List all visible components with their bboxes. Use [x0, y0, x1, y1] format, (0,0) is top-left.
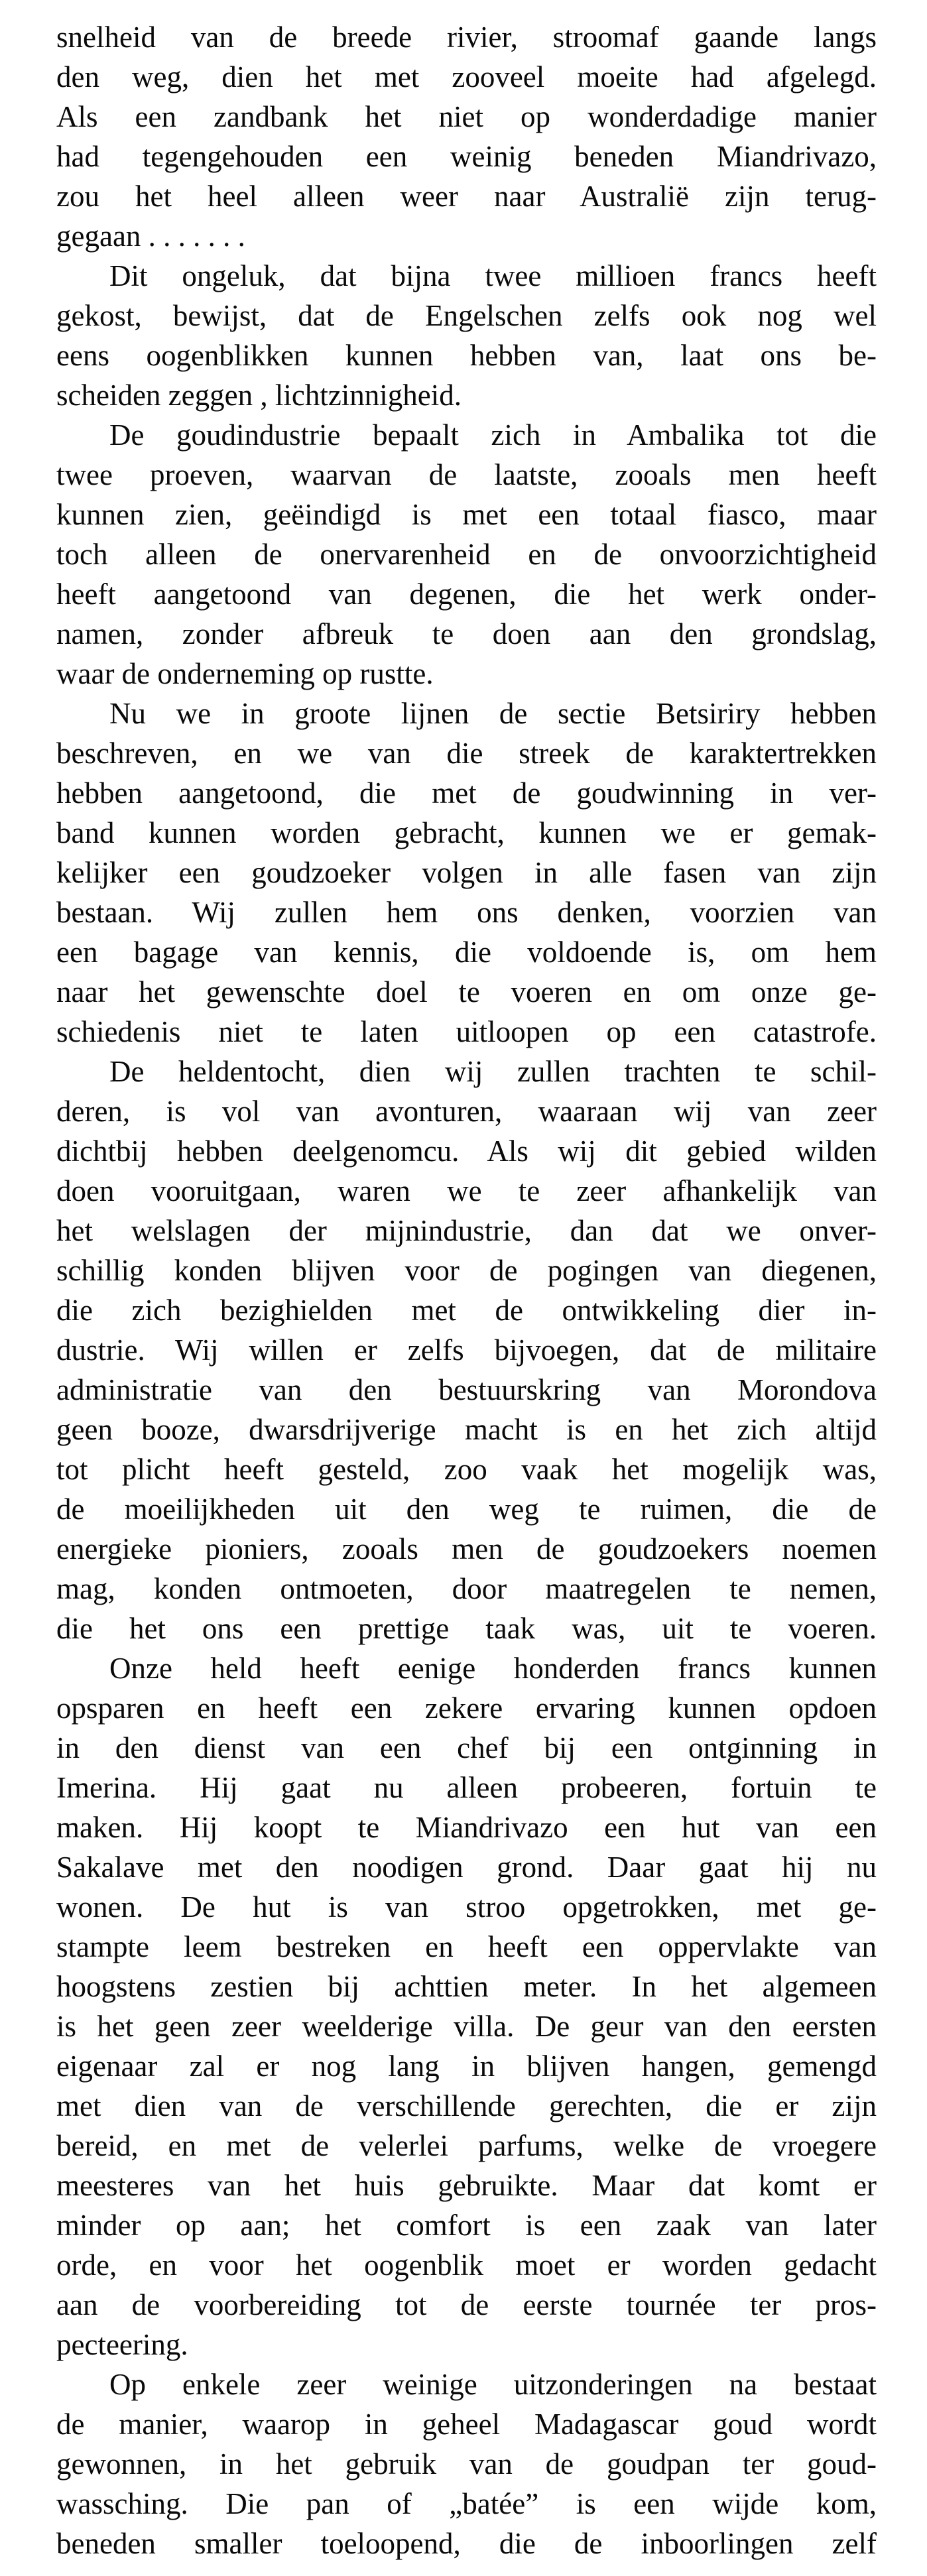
text-line: een bagage van kennis, die voldoende is, om hem — [56, 936, 877, 969]
text-line: hebben aangetoond, die met de goudwinning in ver- — [56, 776, 877, 810]
text-line: beneden smaller toeloopend, die de inboorlingen zelf — [56, 2527, 877, 2560]
text-line: hoogstens zestien bij achttien meter. In het algemeen — [56, 1970, 877, 2003]
text-line: met dien van de verschillende gerechten, die er zijn — [56, 2089, 877, 2122]
text-line: naar het gewenschte doel te voeren en om onze ge- — [56, 975, 877, 1009]
text-line: schiedenis niet te laten uitloopen op een catastrofe. — [56, 1015, 877, 1048]
text-line: in den dienst van een chef bij een ontginning in — [56, 1731, 877, 1764]
text-line: stampte leem bestreken en heeft een oppervlakte van — [56, 1930, 877, 1963]
text-line: meesteres van het huis gebruikte. Maar dat komt er — [56, 2169, 877, 2202]
text-line: De goudindustrie bepaalt zich in Ambalika tot die — [109, 418, 877, 452]
text-line: pecteering. — [56, 2328, 188, 2361]
text-line: twee proeven, waarvan de laatste, zooals men heeft — [56, 458, 877, 491]
text-line: kunnen zien, geëindigd is met een totaal fiasco, maar — [56, 498, 877, 531]
text-line: Op enkele zeer weinige uitzonderingen na bestaat — [109, 2368, 877, 2401]
text-line: eigenaar zal er nog lang in blijven hangen, gemengd — [56, 2050, 877, 2083]
text-line: orde, en voor het oogenblik moet er worden gedacht — [56, 2248, 877, 2282]
text-line: gegaan . . . . . . . — [56, 219, 245, 253]
text-line: minder op aan; het comfort is een zaak van later — [56, 2209, 877, 2242]
text-line: wassching. Die pan of „batée” is een wijde kom, — [56, 2487, 877, 2520]
text-line: Nu we in groote lijnen de sectie Betsiriry hebben — [109, 697, 877, 730]
text-line: de moeilijkheden uit den weg te ruimen, die de — [56, 1493, 877, 1526]
text-line: tot plicht heeft gesteld, zoo vaak het mogelijk was, — [56, 1453, 877, 1486]
text-line: dichtbij hebben deelgenomcu. Als wij dit gebied wilden — [56, 1135, 877, 1168]
text-line: doen vooruitgaan, waren we te zeer afhankelijk van — [56, 1174, 877, 1207]
text-line: namen, zonder afbreuk te doen aan den grondslag, — [56, 617, 877, 650]
text-line: eens oogenblikken kunnen hebben van, laat ons be- — [56, 339, 877, 372]
text-line: snelheid van de breede rivier, stroomaf gaande langs — [56, 21, 877, 54]
text-line: Onze held heeft eenige honderden francs kunnen — [109, 1652, 877, 1685]
text-line: geen booze, dwarsdrijverige macht is en het zich altijd — [56, 1413, 877, 1446]
text-line: energieke pioniers, zooals men de goudzoekers noemen — [56, 1532, 877, 1565]
text-line: Dit ongeluk, dat bijna twee millioen francs heeft — [109, 259, 877, 292]
text-line: De heldentocht, dien wij zullen trachten te schil- — [109, 1055, 877, 1088]
text-line: beschreven, en we van die streek de karaktertrekken — [56, 737, 877, 770]
text-line: kelijker een goudzoeker volgen in alle fasen van zijn — [56, 856, 877, 889]
text-line: waar de onderneming op rustte. — [56, 657, 434, 690]
text-line: had tegengehouden een weinig beneden Miandrivazo, — [56, 140, 877, 173]
text-line: aan de voorbereiding tot de eerste tournée ter pros- — [56, 2288, 877, 2321]
text-line: heeft aangetoond van degenen, die het werk onder- — [56, 578, 877, 611]
text-line: Als een zandbank het niet op wonderdadige manier — [56, 100, 877, 133]
text-line: Sakalave met den noodigen grond. Daar gaat hij nu — [56, 1851, 877, 1884]
text-line: is het geen zeer weelderige villa. De geur van den eersten — [56, 2010, 877, 2043]
text-line: wonen. De hut is van stroo opgetrokken, met ge- — [56, 1890, 877, 1924]
text-line: dustrie. Wij willen er zelfs bijvoegen, dat de militaire — [56, 1333, 877, 1367]
text-column — [56, 17, 877, 2563]
text-line: gekost, bewijst, dat de Engelschen zelfs ook nog wel — [56, 299, 877, 332]
text-line: band kunnen worden gebracht, kunnen we er gemak- — [56, 816, 877, 849]
text-line: die het ons een prettige taak was, uit te voeren. — [56, 1612, 877, 1645]
text-line: deren, is vol van avonturen, waaraan wij van zeer — [56, 1095, 877, 1128]
text-line: gewonnen, in het gebruik van de goudpan ter goud- — [56, 2447, 877, 2481]
text-line: den weg, dien het met zooveel moeite had afgelegd. — [56, 60, 877, 93]
text-line: die zich bezighielden met de ontwikkeling dier in- — [56, 1294, 877, 1327]
text-line: het welslagen der mijnindustrie, dan dat we onver- — [56, 1214, 877, 1247]
text-line: toch alleen de onervarenheid en de onvoorzichtigheid — [56, 538, 877, 571]
text-line: zou het heel alleen weer naar Australië zijn terug- — [56, 180, 877, 213]
text-line: Imerina. Hij gaat nu alleen probeeren, fortuin te — [56, 1771, 877, 1804]
text-line: de manier, waarop in geheel Madagascar goud wordt — [56, 2408, 877, 2441]
text-line: bereid, en met de velerlei parfums, welke de vroegere — [56, 2129, 877, 2162]
text-line: mag, konden ontmoeten, door maatregelen te nemen, — [56, 1572, 877, 1605]
text-line: maken. Hij koopt te Miandrivazo een hut van een — [56, 1811, 877, 1844]
text-line: scheiden zeggen , lichtzinnigheid. — [56, 379, 462, 412]
text-line: opsparen en heeft een zekere ervaring kunnen opdoen — [56, 1691, 877, 1725]
text-line: schillig konden blijven voor de pogingen van diegenen, — [56, 1254, 877, 1287]
text-line: administratie van den bestuurskring van Morondova — [56, 1373, 877, 1406]
text-line: bestaan. Wij zullen hem ons denken, voorzien van — [56, 896, 877, 929]
